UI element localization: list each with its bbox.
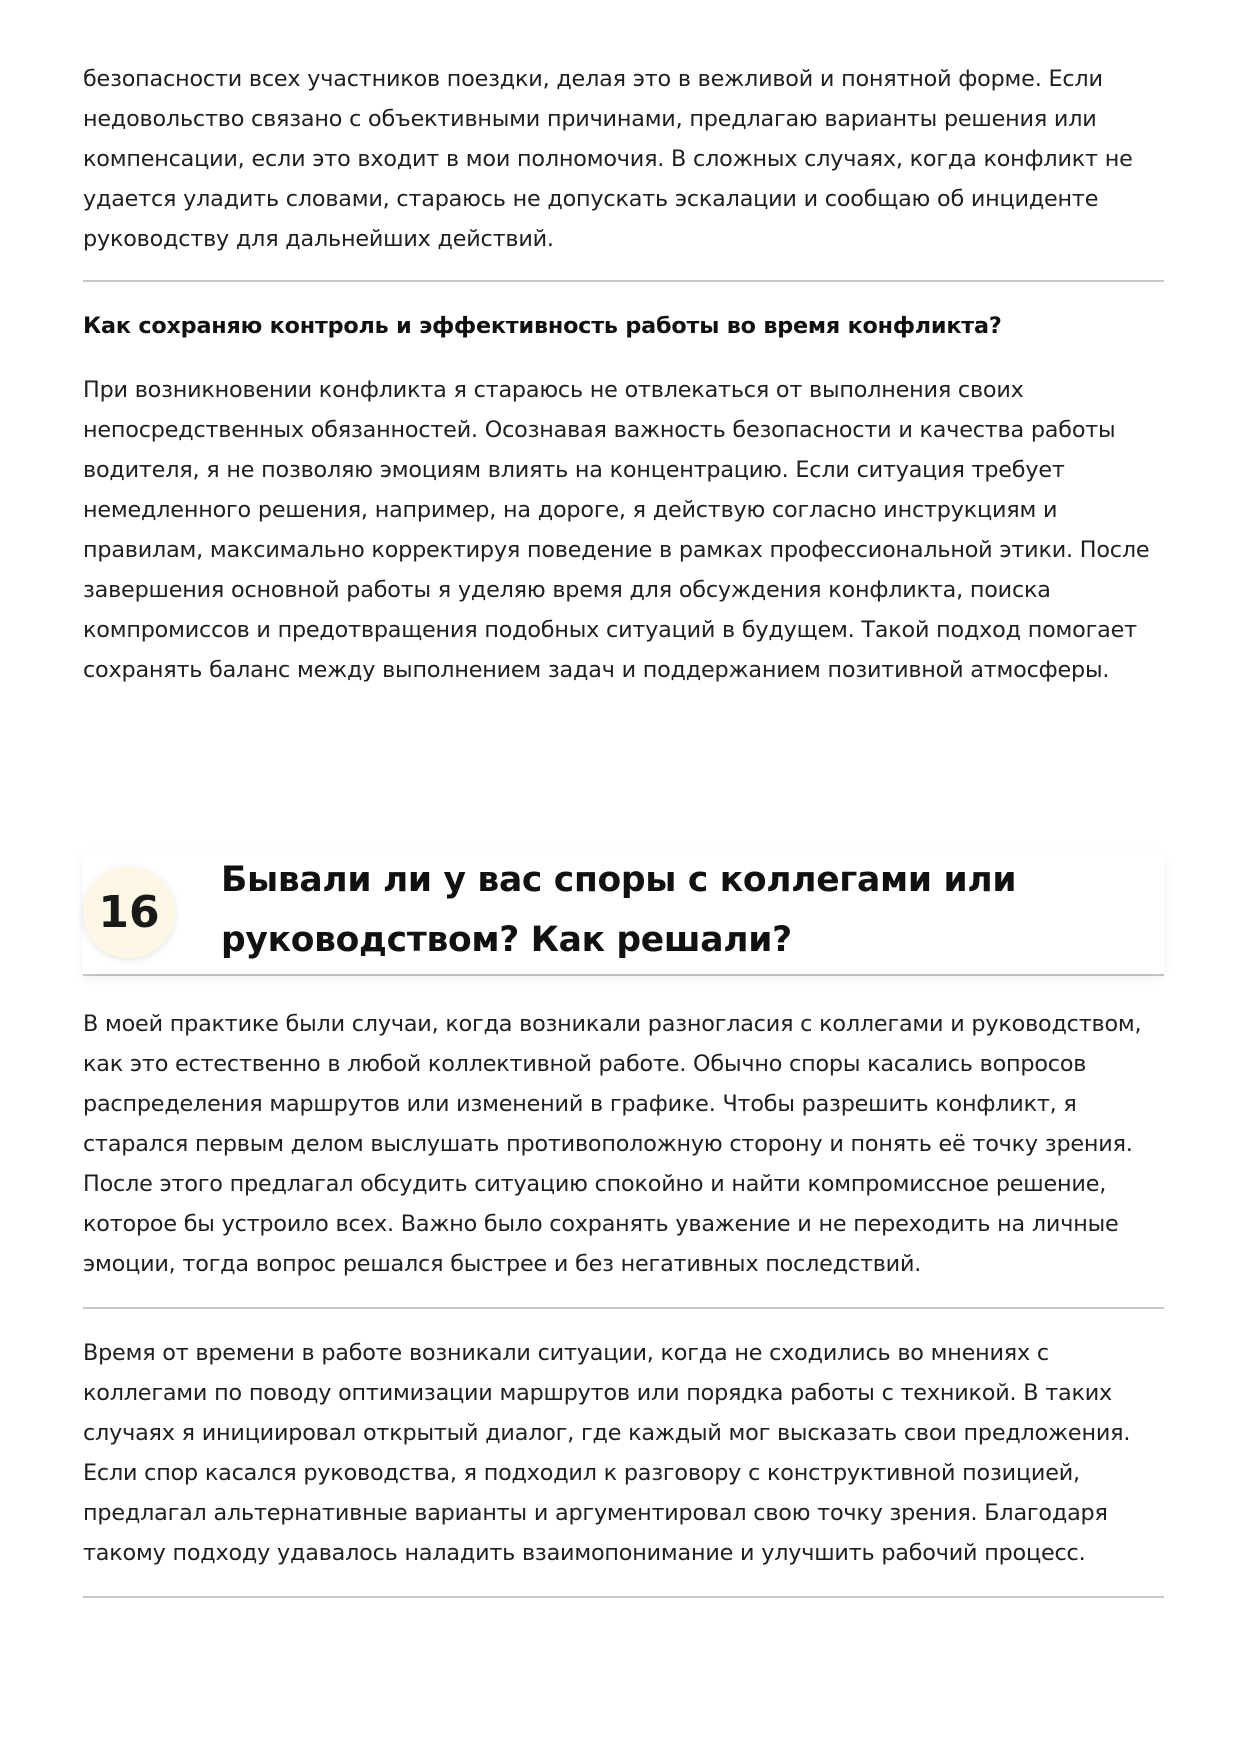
question-header — [83, 850, 1164, 974]
divider — [83, 1307, 1164, 1309]
sub-question-title: Как сохраняю контроль и эффективность работы во время конфликта? — [83, 313, 1002, 339]
question-answer-1: В моей практике были случаи, когда возникали разногласия с коллегами и руководством, как это естественно в любой коллективной работе. Обычно споры касались вопросов распределения маршрутов или изменений в графике. Чтобы разрешить конфликт, я старался первым делом выслушать противоположную сторону и понять её точку зрения. После этого предлагал обсудить ситуацию спокойно и найти компромиссное решение, которое бы устроило всех. Важно было сохранять уважение и не переходить на личные эмоции, тогда вопрос решался быстрее и без негативных последствий. — [83, 1011, 1142, 1277]
document-page — [83, 59, 1164, 1598]
question-answer-2: Время от времени в работе возникали ситуации, когда не сходились во мнениях с коллегами по поводу оптимизации маршрутов или порядка работы с техникой. В таких случаях я инициировал открытый диалог, где каждый мог высказать свои предложения. Если спор касался руководства, я подходил к разговору с конструктивной позицией, предлагал альтернативные варианты и аргументировал свою точку зрения. Благодаря такому подходу удавалось наладить взаимопонимание и улучшить рабочий процесс. — [83, 1340, 1131, 1566]
divider — [83, 1596, 1164, 1598]
question-title: Бывали ли у вас споры с коллегами или руководством? Как решали? — [221, 860, 1017, 960]
intro-answer-text: безопасности всех участников поездки, делая это в вежливой и понятной форме. Если недовольство связано с объективными причинами, предлагаю варианты решения или компенсации, если это входит в мои полномочия. В сложных случаях, когда конфликт не удается уладить словами, стараюсь не допускать эскалации и сообщаю об инциденте руководству для дальнейших действий. — [83, 66, 1133, 252]
divider — [83, 974, 1164, 976]
question-number-badge: 16 — [83, 866, 175, 958]
sub-question-answer: При возникновении конфликта я стараюсь не отвлекаться от выполнения своих непосредственных обязанностей. Осознавая важность безопасности и качества работы водителя, я не позволяю эмоциям влиять на концентрацию. Если ситуация требует немедленного решения, например, на дороге, я действую согласно инструкциям и правилам, максимально корректируя поведение в рамках профессиональной этики. После завершения основной работы я уделяю время для обсуждения конфликта, поиска компромиссов и предотвращения подобных ситуаций в будущем. Такой подход помогает сохранять баланс между выполнением задач и поддержанием позитивной атмосферы. — [83, 377, 1150, 683]
divider — [83, 280, 1164, 282]
